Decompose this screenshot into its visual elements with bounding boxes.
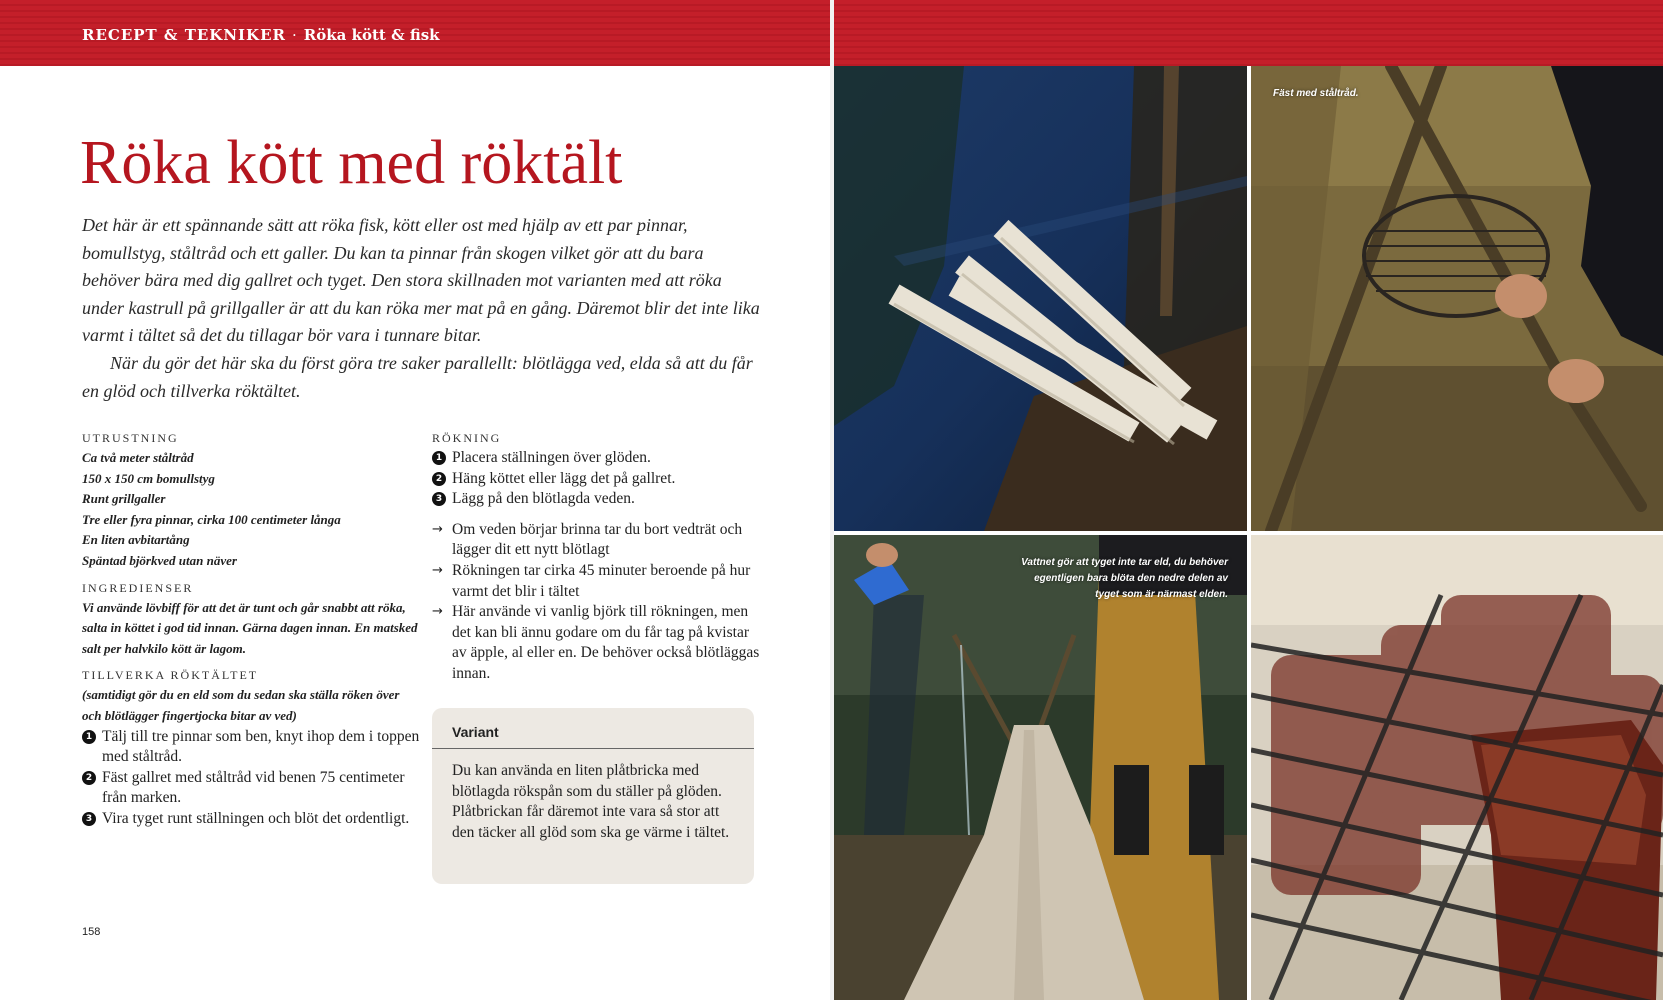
running-head [82, 26, 440, 44]
make-tent-section [82, 667, 422, 829]
tip-text: Om veden börjar brinna tar du bort vedträt och lägger dit ett nytt blötlagt [452, 520, 743, 559]
step-item [432, 448, 762, 469]
step-number-badge: 2 [82, 771, 96, 785]
running-head-section: RECEPT & TEKNIKER [82, 26, 286, 44]
photo-sticks-in-water [834, 66, 1247, 531]
list-item: Tre eller fyra pinnar, cirka 100 centimeter långa [82, 511, 341, 527]
step-number-badge: 3 [82, 812, 96, 826]
intro-paragraph-2: När du gör det här ska du först göra tre saker parallellt: blötlägga ved, elda så att du får en glöd och tillverka röktältet. [82, 352, 753, 401]
running-head-separator: · [292, 26, 298, 44]
step-text: Tälj till tre pinnar som ben, knyt ihop dem i toppen med ståltråd. [102, 727, 420, 766]
ingredients-heading: INGREDIENSER [82, 580, 194, 595]
arrow-icon: → [432, 521, 443, 537]
watering-image [834, 535, 1247, 1000]
page-title: Röka kött med röktält [80, 129, 623, 197]
variant-heading: Variant [432, 708, 754, 749]
photo-smoked-meat [1251, 535, 1663, 1000]
make-tent-heading: TILLVERKA RÖKTÄLTET [82, 668, 259, 683]
sticks-image [834, 66, 1247, 531]
list-item: En liten avbitartång [82, 532, 190, 548]
step-text: Vira tyget runt ställningen och blöt det ordentligt. [102, 809, 410, 827]
photo-caption-water: Vattnet gör att tyget inte tar eld, du behöver egentligen bara blöta den nedre delen av tyget som är närmast elden. [1021, 557, 1228, 600]
arrow-icon: → [432, 604, 443, 620]
equipment-section [82, 430, 422, 572]
running-head-subsection: Röka kött & fisk [303, 26, 440, 44]
variant-box [432, 708, 754, 884]
ingredients-section [82, 580, 422, 660]
step-number-badge: 1 [82, 730, 96, 744]
photo-caption-grill: Fäst med ståltråd. [1273, 88, 1359, 99]
tip-item [432, 602, 762, 684]
step-number-badge: 3 [432, 492, 446, 506]
list-item: Runt grillgaller [82, 491, 166, 507]
smoking-tips [432, 520, 762, 685]
photo-watering-tent [834, 535, 1247, 1000]
tip-item [432, 561, 762, 602]
step-text: Häng köttet eller lägg det på gallret. [452, 469, 676, 487]
step-text: Fäst gallret med ståltråd vid benen 75 centimeter från marken. [102, 768, 405, 807]
page-number: 158 [82, 926, 101, 938]
step-number-badge: 2 [432, 472, 446, 486]
step-text: Placera ställningen över glöden. [452, 449, 651, 466]
ingredients-text: Vi använde lövbiff för att det är tunt och går snabbt att röka, salta in köttet i god tid innan. Gärna dagen innan. En matsked salt per halvkilo kött är lagom. [82, 599, 418, 656]
equipment-list [82, 448, 422, 572]
step-item [432, 489, 762, 510]
step-number-badge: 1 [432, 451, 446, 465]
list-item: Späntad björkved utan näver [82, 552, 237, 568]
list-item: Ca två meter ståltråd [82, 450, 194, 465]
make-tent-steps [82, 727, 422, 830]
list-item: 150 x 150 cm bomullstyg [82, 470, 215, 486]
smoking-heading: RÖKNING [432, 431, 502, 445]
middle-column [432, 430, 762, 685]
intro-paragraph-1: Det här är ett spännande sätt att röka fisk, kött eller ost med hjälp av ett par pinnar, bomullstyg, ståltråd och ett galler. Du kan ta pinnar från skogen vilket gör att du bara behöver bära med dig gallret och tyget. Den stora skillnaden mot varianten med att röka under kastrull på grillgaller är att du kan röka mer mat på en gång. Däremot blir det inte lika varmt i tältet så det du tillagar bör vara i tunnare bitar. [82, 215, 760, 346]
step-item [82, 768, 422, 809]
smoking-steps [432, 448, 762, 510]
header-band-right [834, 0, 1663, 66]
variant-text: Du kan använda en liten plåtbricka med blötlagda rökspån som du ställer på glöden. Plåtbrickan får däremot inte vara så stor att den täcker all glöd som ska ge värme i tältet. [452, 762, 730, 841]
step-text: Lägg på den blötlagda veden. [452, 490, 635, 508]
step-item [82, 809, 422, 830]
meat-image [1251, 535, 1663, 1000]
left-column [82, 430, 422, 838]
step-item [82, 727, 422, 768]
equipment-heading: UTRUSTNING [82, 431, 179, 445]
grill-image [1251, 66, 1663, 531]
tip-text: Rökningen tar cirka 45 minuter beroende på hur varmt det blir i tältet [452, 561, 751, 600]
arrow-icon: → [432, 562, 443, 578]
tip-text: Här använde vi vanlig björk till rökningen, men det kan bli ännu godare om du får tag på kvistar av äpple, al eller en. De behöver också blötläggas innan. [452, 603, 760, 682]
tip-item [432, 520, 762, 561]
make-tent-note: (samtidigt gör du en eld som du sedan ska ställa röken över och blötlägger fingertjocka bitar av ved) [82, 687, 400, 723]
step-item [432, 469, 762, 490]
intro-text [82, 212, 762, 405]
photo-tripod-grill [1251, 66, 1663, 531]
